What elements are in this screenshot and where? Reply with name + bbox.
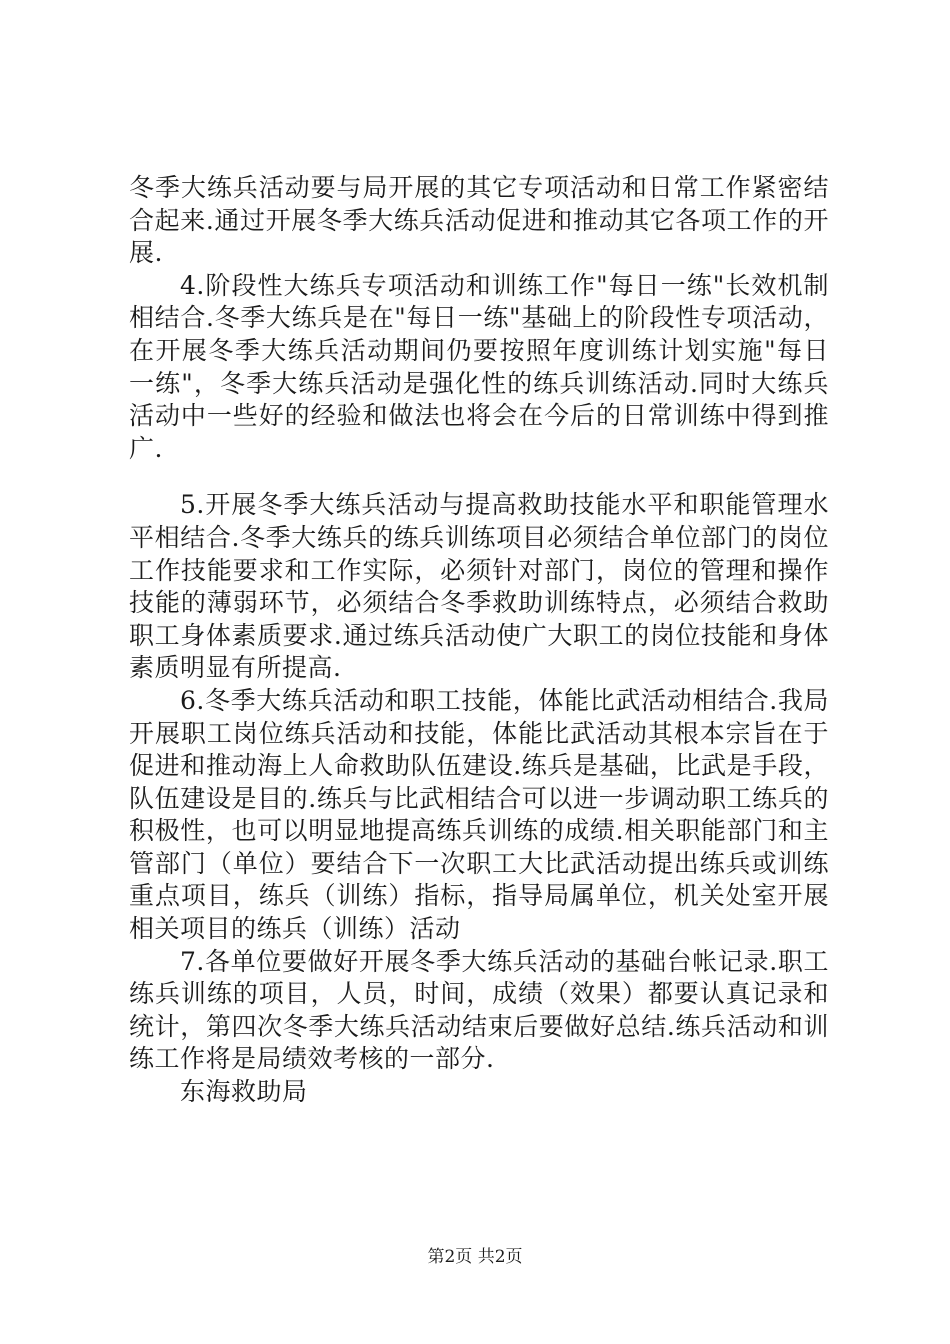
signature-organization: 东海救助局 bbox=[180, 1077, 308, 1107]
paragraph-item-7: 7.各单位要做好开展冬季大练兵活动的基础台帐记录.职工练兵训练的项目，人员，时间，成绩（效果）都要认真记录和统计，第四次冬季大练兵活动结束后要做好总结.练兵活动和训练工作将是局绩效考核的一部分. bbox=[129, 946, 829, 1074]
paragraph-continuation: 冬季大练兵活动要与局开展的其它专项活动和日常工作紧密结合起来.通过开展冬季大练兵活动促进和推动其它各项工作的开展. bbox=[129, 173, 829, 268]
paragraph-gap bbox=[129, 465, 829, 489]
paragraph-item-5: 5.开展冬季大练兵活动与提高救助技能水平和职能管理水平相结合.冬季大练兵的练兵训练项目必须结合单位部门的岗位工作技能要求和工作实际，必须针对部门，岗位的管理和操作技能的薄弱环节，必须结合冬季救助训练特点，必须结合救助职工身体素质要求.通过练兵活动使广大职工的岗位技能和身体素质明显有所提高. bbox=[129, 490, 829, 683]
page-number-footer: 第2页 共2页 bbox=[427, 1247, 523, 1267]
paragraph-item-6: 6.冬季大练兵活动和职工技能，体能比武活动相结合.我局开展职工岗位练兵活动和技能，体能比武活动其根本宗旨在于促进和推动海上人命救助队伍建设.练兵是基础，比武是手段，队伍建设是目的.练兵与比武相结合可以进一步调动职工练兵的积极性，也可以明显地提高练兵训练的成绩.相关职能部门和主管部门（单位）要结合下一次职工大比武活动提出练兵或训练重点项目，练兵（训练）指标，指导局属单位，机关处室开展相关项目的练兵（训练）活动 bbox=[129, 685, 829, 944]
document-body bbox=[129, 172, 829, 1109]
paragraph-item-4: 4.阶段性大练兵专项活动和训练工作"每日一练"长效机制相结合.冬季大练兵是在"每日一练"基础上的阶段性专项活动，在开展冬季大练兵活动期间仍要按照年度训练计划实施"每日一练"，冬季大练兵活动是强化性的练兵训练活动.同时大练兵活动中一些好的经验和做法也将会在今后的日常训练中得到推广. bbox=[129, 270, 829, 463]
